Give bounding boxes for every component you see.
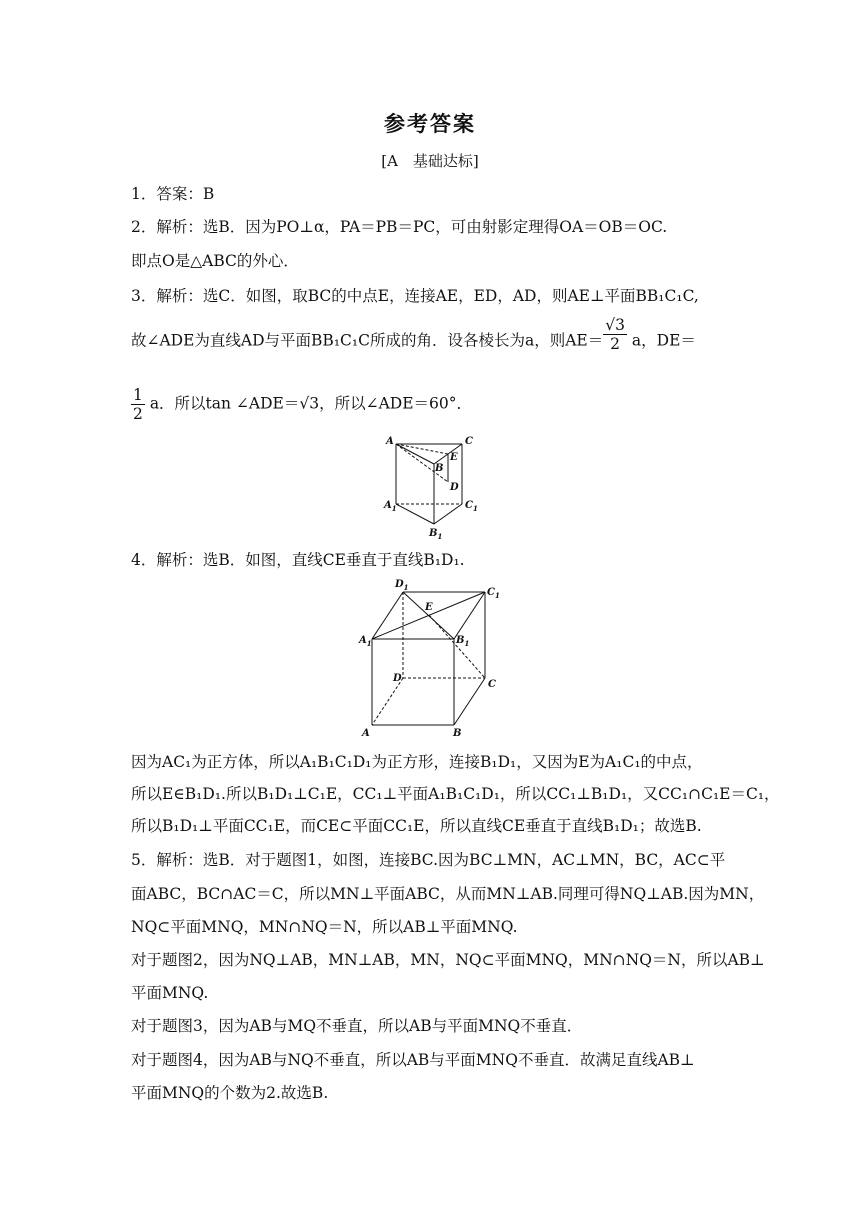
label-A: A — [362, 728, 370, 739]
edge-DA — [372, 678, 403, 725]
fraction-denominator: 2 — [610, 335, 621, 353]
answer-3-line3 — [131, 386, 472, 423]
segment-EC — [429, 615, 485, 678]
answer-2-line1: 2．解析：选B．因为PO⊥α，PA＝PB＝PC，可由射影定理得OA＝OB＝OC. — [131, 218, 668, 236]
answer-1: 1．答案：B — [131, 185, 215, 203]
answer-3-text-b: a，DE＝ — [631, 331, 696, 350]
edge-AB — [396, 444, 434, 464]
answer-3-line2 — [131, 316, 696, 353]
answer-4-line4: 所以B₁D₁⊥平面CC₁E，而CE⊂平面CC₁E，所以直线CE垂直于直线B₁D₁；故选B. — [131, 817, 702, 835]
label-E: E — [450, 452, 458, 463]
label-C1: $C_1$ — [487, 587, 500, 600]
label-E: E — [425, 602, 433, 613]
answer-5-line3: NQ⊂平面MNQ，MN∩NQ＝N，所以AB⊥平面MNQ. — [131, 918, 518, 936]
answer-2-line2: 即点O是△ABC的外心． — [131, 252, 299, 270]
edge-B1C1 — [434, 504, 462, 524]
segment-AE — [396, 444, 448, 454]
answer-3-line1: 3．解析：选C．如图，取BC的中点E，连接AE，ED，AD，则AE⊥平面BB₁C₁C, — [131, 287, 699, 305]
edge-C1B1 — [454, 592, 485, 639]
edge-D1A1 — [372, 592, 403, 639]
answer-4-line3: 所以E∈B₁D₁.所以B₁D₁⊥C₁E，CC₁⊥平面A₁B₁C₁D₁，所以CC₁⊥B₁D₁，又CC₁∩C₁E＝C₁， — [131, 785, 780, 803]
label-B1: $B_1$ — [456, 635, 470, 648]
edge-BC — [454, 678, 485, 725]
fraction-sqrt3-over-2 — [603, 316, 627, 353]
cube-figure — [355, 575, 515, 740]
label-D1: $D_1$ — [395, 579, 409, 592]
label-C: C — [465, 436, 473, 447]
label-C1: $C_1$ — [465, 500, 478, 513]
label-A: A — [386, 436, 394, 447]
answer-5-line1: 5．解析：选B．对于题图1，如图，连接BC.因为BC⊥MN，AC⊥MN，BC，AC⊂平 — [131, 851, 726, 869]
answer-5-line2: 面ABC，BC∩AC＝C，所以MN⊥平面ABC，从而MN⊥AB.同理可得NQ⊥AB.因为MN， — [131, 885, 765, 903]
label-C: C — [488, 679, 496, 690]
answer-5-line4: 对于题图2，因为NQ⊥AB，MN⊥AB，MN，NQ⊂平面MNQ，MN∩NQ＝N，所以AB⊥ — [131, 951, 765, 969]
answer-5-line6: 对于题图3，因为AB与MQ不垂直，所以AB与平面MNQ不垂直． — [131, 1017, 583, 1035]
answer-3-text-a: 故∠ADE为直线AD与平面BB₁C₁C所成的角．设各棱长为a，则AE＝ — [131, 331, 604, 350]
fraction-1-over-2 — [131, 386, 145, 423]
label-D: D — [450, 482, 459, 493]
answer-3-text-c: a．所以tan ∠ADE＝√3，所以∠ADE＝60°． — [149, 394, 472, 413]
edge-A1B1 — [396, 504, 434, 524]
label-B1: $B_1$ — [429, 528, 443, 541]
page-title: 参考答案 — [384, 111, 476, 136]
answer-4-line1: 4．解析：选B．如图，直线CE垂直于直线B₁D₁. — [131, 551, 465, 569]
fraction-numerator: 1 — [133, 386, 143, 404]
label-B: B — [453, 728, 462, 739]
fraction-denominator: 2 — [133, 405, 143, 423]
answer-5-line8: 平面MNQ的个数为2.故选B. — [131, 1084, 329, 1102]
section-heading: [A 基础达标] — [381, 152, 479, 170]
answer-5-line7: 对于题图4，因为AB与NQ不垂直，所以AB与平面MNQ不垂直．故满足直线AB⊥ — [131, 1051, 695, 1069]
fraction-numerator: √3 — [605, 316, 625, 334]
answer-5-line5: 平面MNQ. — [131, 984, 209, 1002]
label-D: D — [393, 673, 402, 684]
answer-4-line2: 因为AC₁为正方体，所以A₁B₁C₁D₁为正方形，连接B₁D₁，又因为E为A₁C₁的中点， — [131, 753, 703, 771]
label-A1: $A_1$ — [359, 635, 372, 648]
diagonal-D1B1 — [403, 592, 454, 639]
label-A1: $A_1$ — [384, 500, 397, 513]
label-B: B — [435, 463, 444, 474]
prism-figure — [378, 430, 488, 545]
